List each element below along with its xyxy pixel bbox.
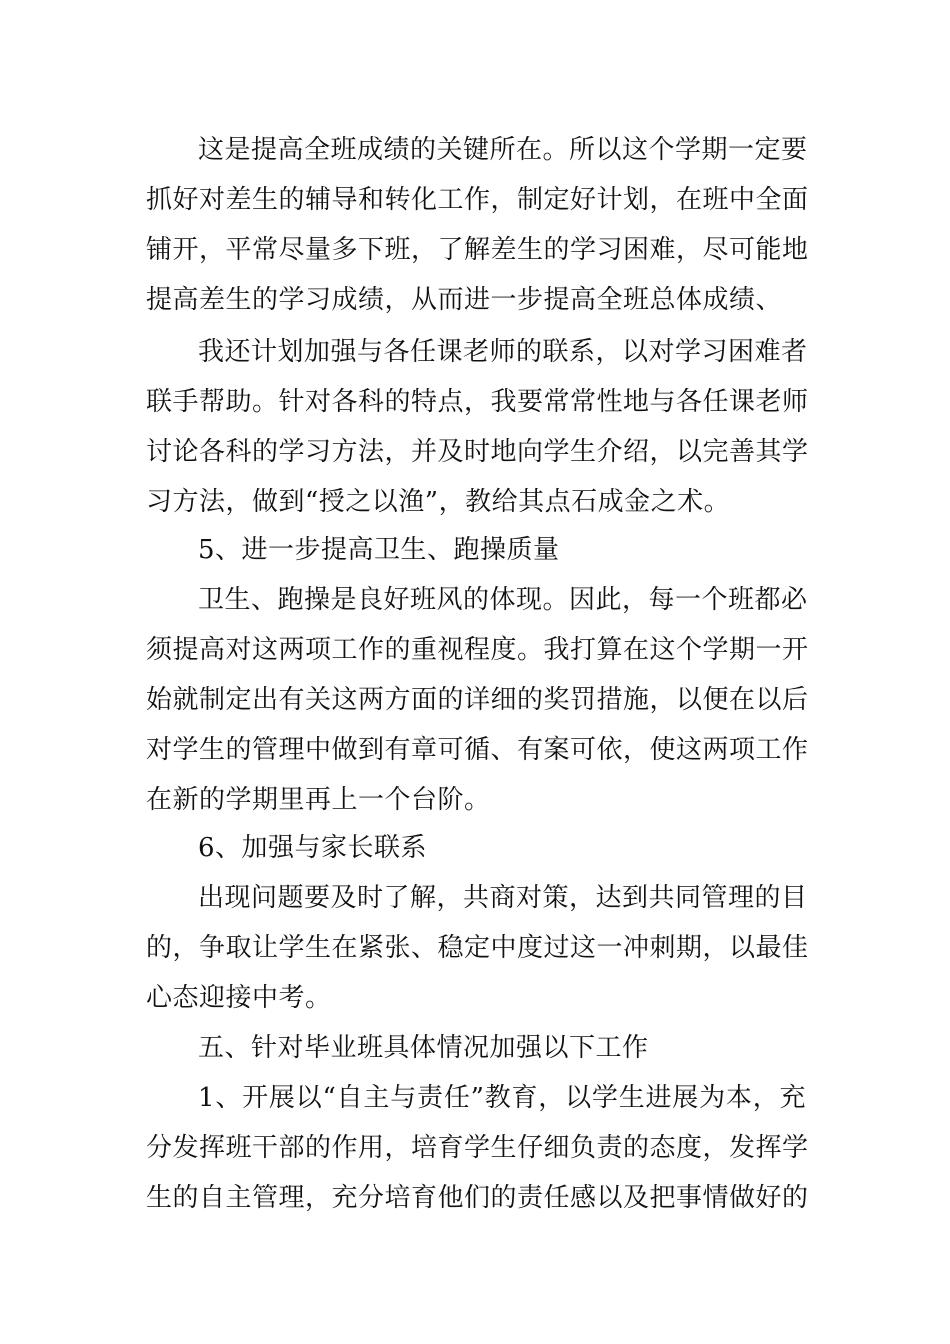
section-heading: 五、针对毕业班具体情况加强以下工作	[198, 1033, 649, 1063]
text-line: 铺开，平常尽量多下班，了解差生的学习困难，尽可能地	[146, 235, 809, 265]
text-line: 提高差生的学习成绩，从而进一步提高全班总体成绩、	[146, 285, 783, 315]
text-line: 生的自主管理，充分培育他们的责任感以及把事情做好的	[146, 1183, 809, 1213]
text-line: 习方法，做到“授之以渔”，教给其点石成金之术。	[146, 487, 731, 517]
text-line: 抓好对差生的辅导和转化工作，制定好计划，在班中全面	[146, 185, 809, 215]
text-line: 始就制定出有关这两方面的详细的奖罚措施，以便在以后	[146, 685, 809, 715]
text-line: 联手帮助。针对各科的特点，我要常常性地与各任课老师	[146, 387, 809, 417]
text-line: 出现问题要及时了解，共商对策，达到共同管理的目	[198, 883, 808, 913]
section-heading: 5、进一步提高卫生、跑操质量	[198, 535, 560, 565]
text-line: 在新的学期里再上一个台阶。	[146, 785, 491, 815]
text-line: 心态迎接中考。	[146, 983, 332, 1013]
text-line: 对学生的管理中做到有章可循、有案可依，使这两项工作	[146, 735, 809, 765]
text-line: 分发挥班干部的作用，培育学生仔细负责的态度，发挥学	[146, 1133, 809, 1163]
text-line: 卫生、跑操是良好班风的体现。因此，每一个班都必	[198, 585, 808, 615]
text-line: 我还计划加强与各任课老师的联系，以对学习困难者	[198, 337, 808, 367]
text-line: 讨论各科的学习方法，并及时地向学生介绍，以完善其学	[146, 437, 809, 467]
text-line: 须提高对这两项工作的重视程度。我打算在这个学期一开	[146, 635, 809, 665]
section-heading: 6、加强与家长联系	[198, 833, 428, 863]
text-line: 这是提高全班成绩的关键所在。所以这个学期一定要	[198, 135, 808, 165]
text-line: 1、开展以“自主与责任”教育，以学生进展为本，充	[198, 1083, 806, 1113]
text-line: 的，争取让学生在紧张、稳定中度过这一冲刺期，以最佳	[146, 933, 809, 963]
